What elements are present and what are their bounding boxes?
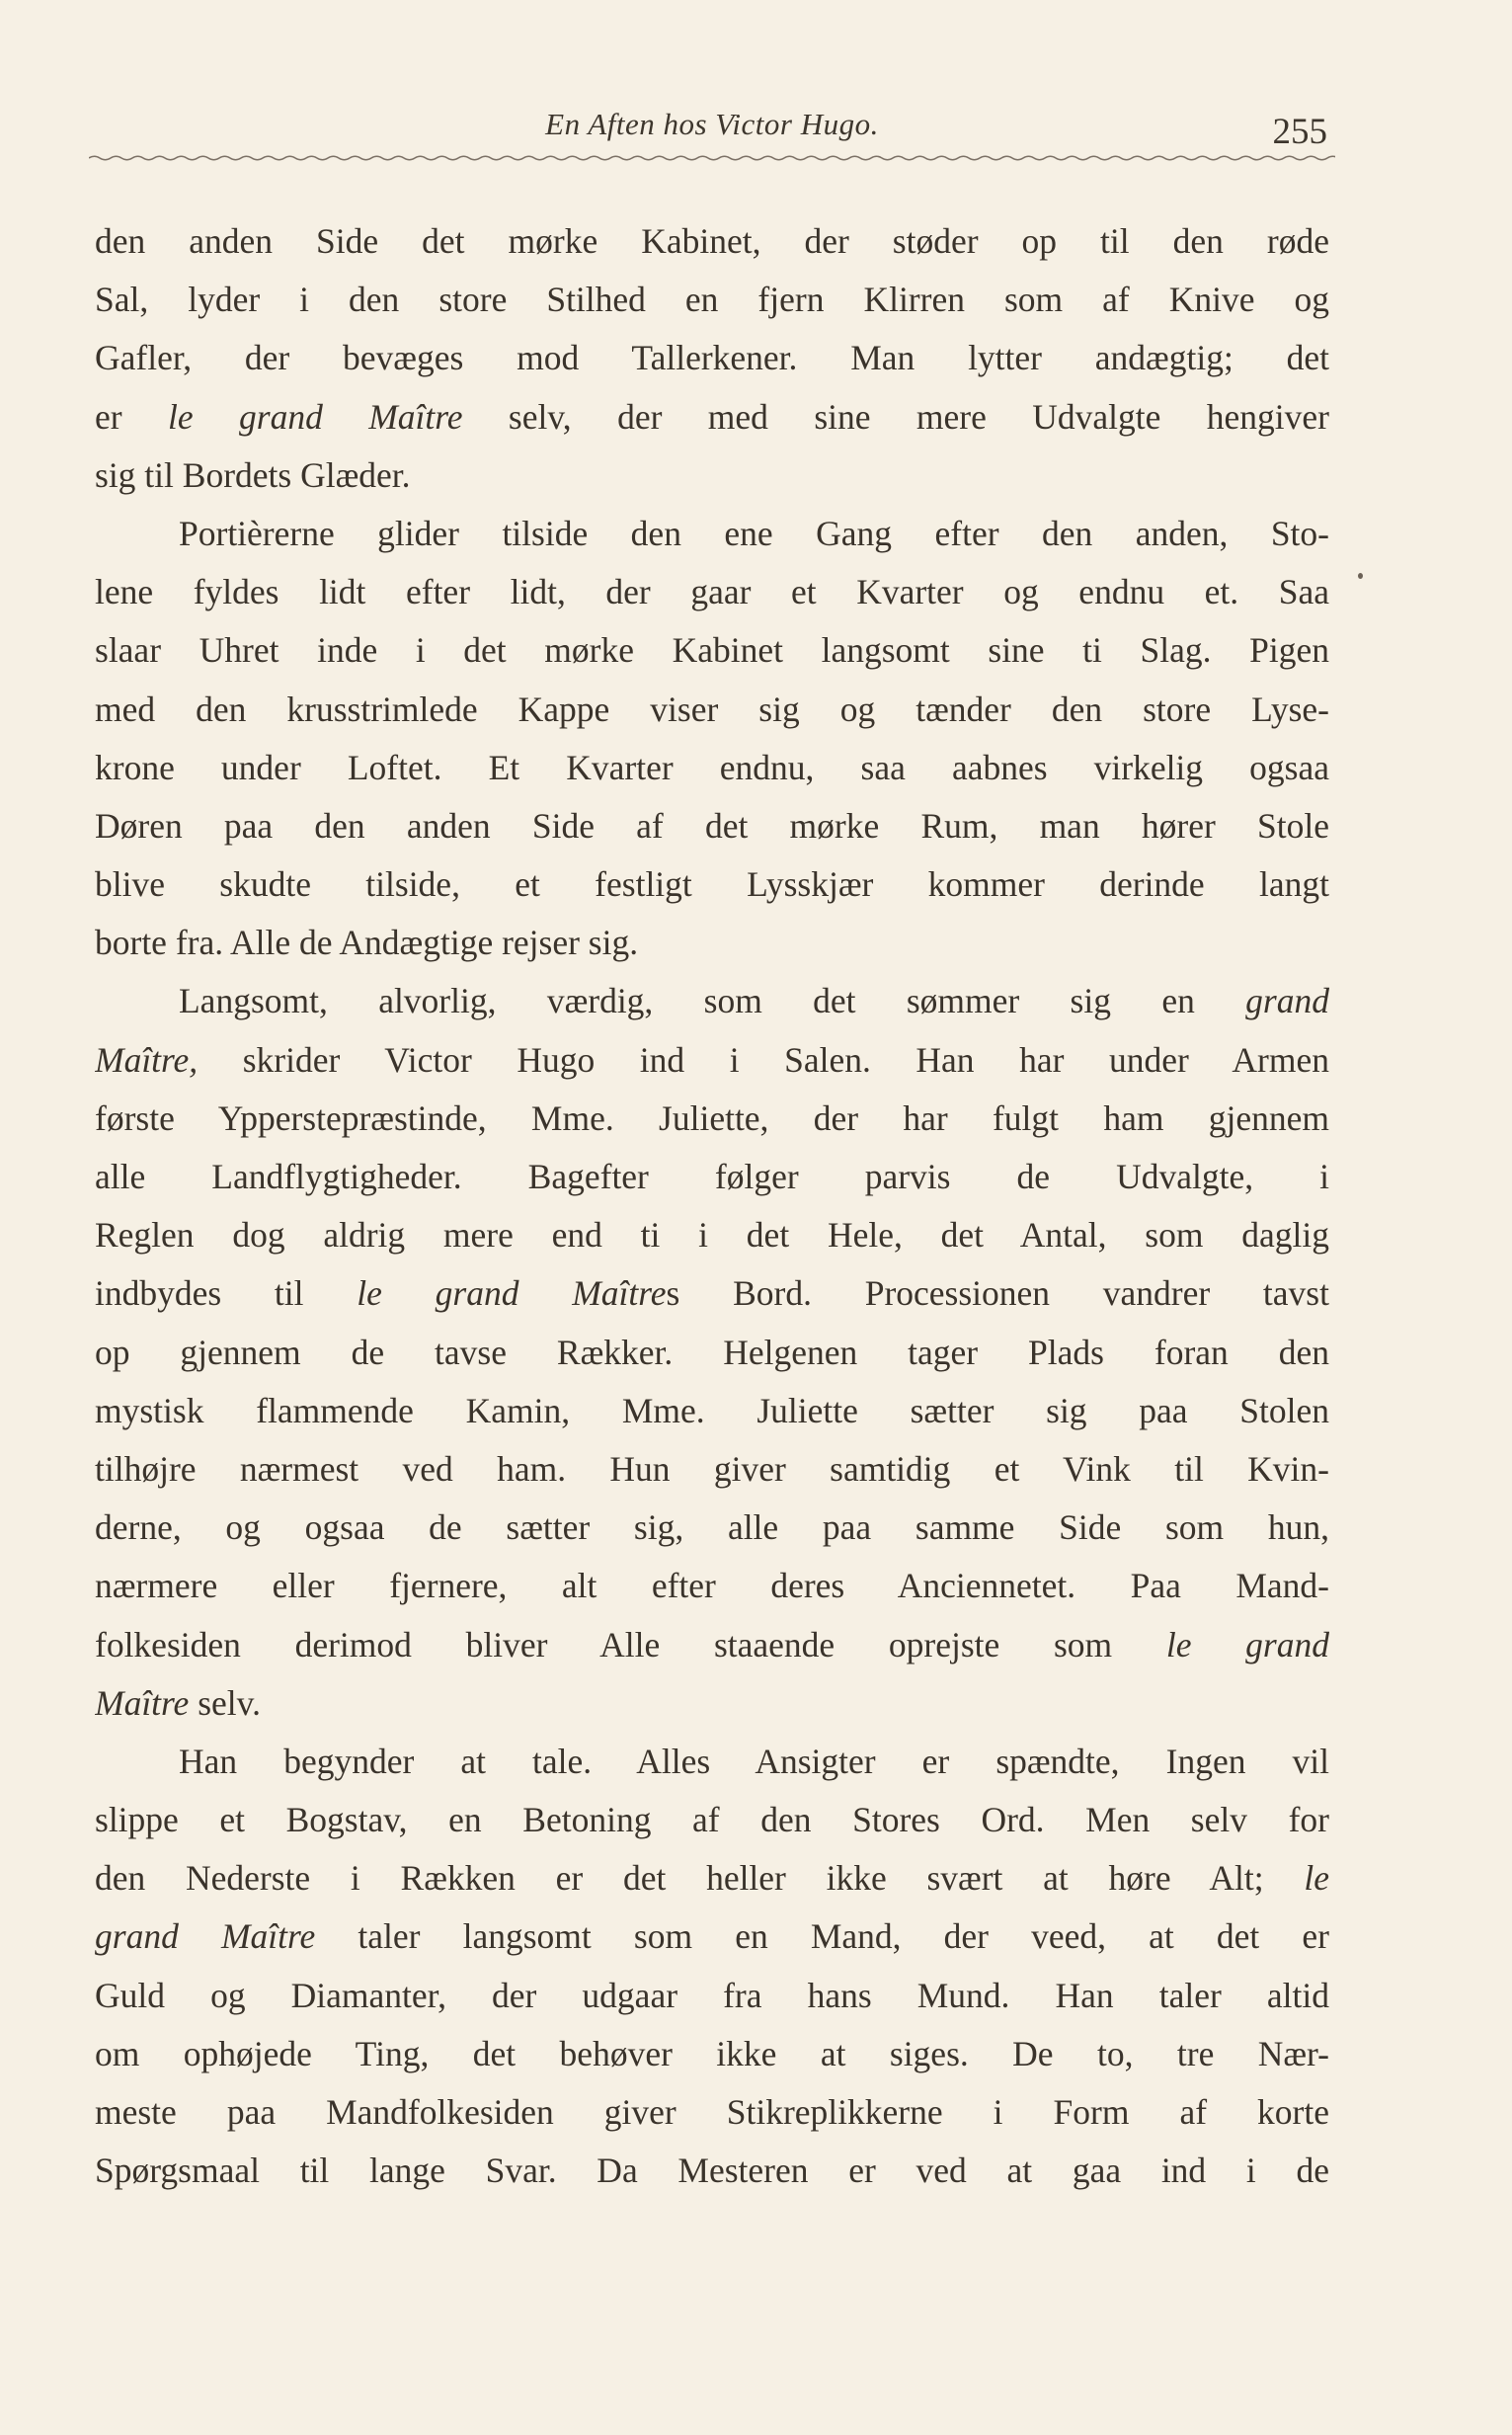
text-line: alle Landflygtigheder. Bagefter følger parvis de Udvalgte, i [95, 1157, 1329, 1196]
italic-phrase: Maître, [95, 1039, 199, 1080]
text-line [95, 388, 1329, 446]
text-line: Reglen dog aldrig mere end ti i det Hele, det Antal, som daglig [95, 1215, 1329, 1256]
text-line: nærmere eller fjernere, alt efter deres Anciennetet. Paa Mand- [95, 1566, 1329, 1606]
text-line [95, 1674, 1329, 1733]
text-line: Sal, lyder i den store Stilhed en fjern Klirren som af Knive og [95, 280, 1329, 320]
italic-phrase: le grand [1165, 1624, 1329, 1664]
page-number: 255 [1272, 112, 1327, 152]
text-line: borte fra. Alle de Andægtige rejser sig. [95, 923, 639, 963]
text-segment: indbydes til [95, 1273, 358, 1314]
header-ornamental-rule [89, 150, 1335, 166]
text-line: op gjennem de tavse Rækker. Helgenen tager Plads foran den [95, 1332, 1329, 1372]
text-line: den anden Side det mørke Kabinet, der støder op til den røde [95, 221, 1329, 261]
text-segment: den Nederste i Rækken er det heller ikke svært at høre Alt; [95, 1858, 1305, 1899]
text-line [95, 1907, 1329, 1966]
text-line: Gafler, der bevæges mod Tallerkener. Man lytter andægtig; det [95, 338, 1329, 378]
text-line [95, 1264, 1329, 1323]
text-line: tilhøjre nærmest ved ham. Hun giver samtidig et Vink til Kvin- [95, 1448, 1329, 1489]
text-line: slaar Uhret inde i det mørke Kabinet langsomt sine ti Slag. Pigen [95, 630, 1329, 671]
text-line: Spørgsmaal til lange Svar. Da Mesteren er ved at gaa ind i de [95, 2151, 1329, 2191]
italic-phrase: le grand Maître [357, 1273, 667, 1314]
text-line: derne, og ogsaa de sætter sig, alle paa samme Side som hun, [95, 1507, 1329, 1548]
text-line: sig til Bordets Glæder. [95, 454, 411, 495]
text-line [95, 1849, 1329, 1907]
italic-phrase: le [1304, 1858, 1329, 1899]
body-text [95, 212, 1329, 2200]
text-line: krone under Loftet. Et Kvarter endnu, saa aabnes virkelig ogsaa [95, 747, 1329, 787]
text-line: om ophøjede Ting, det behøver ikke at siges. De to, tre Nær- [95, 2033, 1329, 2073]
margin-mark [1358, 573, 1363, 579]
text-line: Døren paa den anden Side af det mørke Rum, man hører Stole [95, 805, 1329, 846]
text-line: Portièrerne glider tilside den ene Gang efter den anden, Sto- [179, 513, 1329, 553]
text-line: meste paa Mandfolkesiden giver Stikreplikkerne i Form af korte [95, 2092, 1329, 2132]
text-segment: taler langsomt som en Mand, der veed, at det er [315, 1916, 1329, 1957]
italic-phrase: grand Maître [95, 1916, 316, 1957]
text-line: slippe et Bogstav, en Betoning af den Stores Ord. Men selv for [95, 1800, 1329, 1840]
text-line: første Ypperstepræstinde, Mme. Juliette, der har fulgt ham gjennem [95, 1097, 1329, 1138]
text-segment: s Bord. Processionen vandrer tavst [666, 1273, 1329, 1314]
text-line [95, 1616, 1329, 1674]
text-segment: Langsomt, alvorlig, værdig, som det sømmer sig en [179, 981, 1246, 1021]
text-line: med den krusstrimlede Kappe viser sig og tænder den store Lyse- [95, 689, 1329, 729]
italic-phrase: Maître [95, 1682, 190, 1723]
italic-phrase: le grand Maître [167, 396, 463, 437]
italic-phrase: grand [1245, 981, 1329, 1021]
text-line: Han begynder at tale. Alles Ansigter er spændte, Ingen vil [179, 1741, 1329, 1781]
running-title: En Aften hos Victor Hugo. [545, 107, 879, 141]
running-header [89, 107, 1335, 166]
text-line: lene fyldes lidt efter lidt, der gaar et Kvarter og endnu et. Saa [95, 572, 1329, 612]
text-line: blive skudte tilside, et festligt Lysskjær kommer derinde langt [95, 864, 1329, 905]
text-segment: folkesiden derimod bliver Alle staaende oprejste som [95, 1624, 1166, 1664]
text-segment: selv. [189, 1682, 261, 1723]
text-segment: skrider Victor Hugo ind i Salen. Han har under Armen [198, 1039, 1329, 1080]
text-segment: selv, der med sine mere Udvalgte hengiver [462, 396, 1329, 437]
text-segment: er [95, 396, 168, 437]
text-line [95, 972, 1329, 1030]
text-line: Guld og Diamanter, der udgaar fra hans Mund. Han taler altid [95, 1975, 1329, 2015]
text-line [95, 1031, 1329, 1090]
text-line: mystisk flammende Kamin, Mme. Juliette sætter sig paa Stolen [95, 1390, 1329, 1430]
